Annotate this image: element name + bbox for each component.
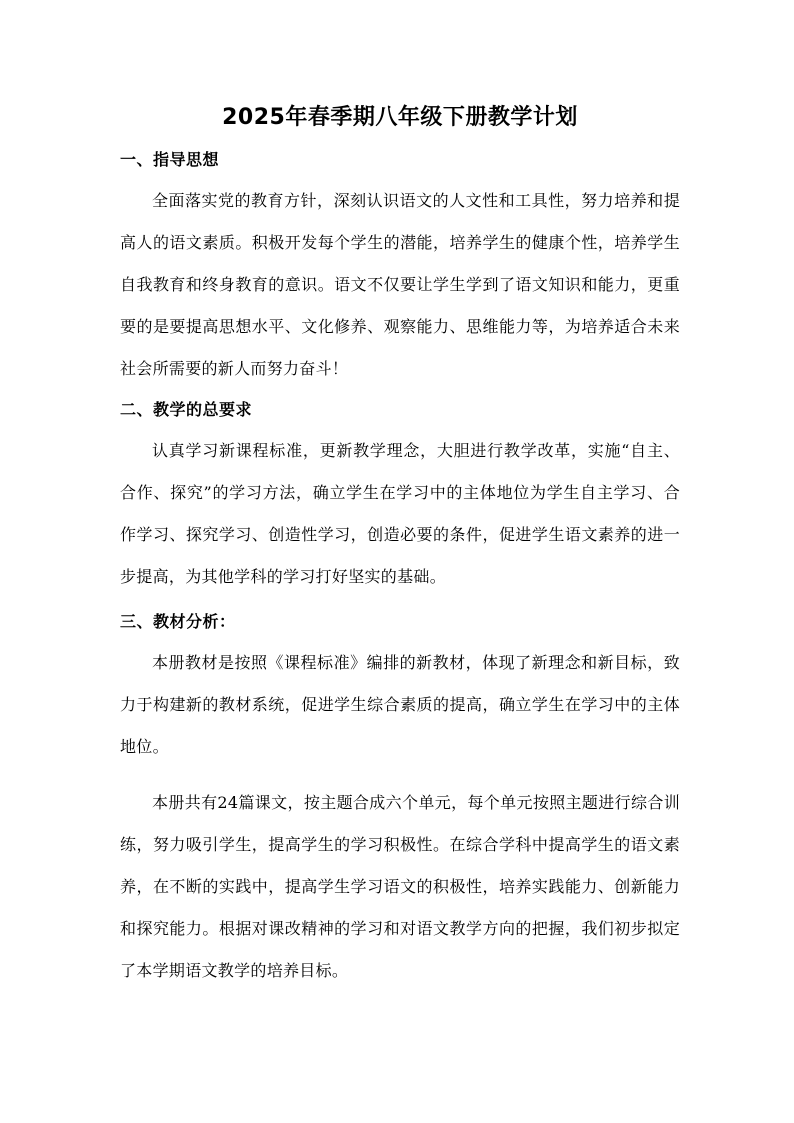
- section-paragraph: 本册教材是按照《课程标准》编排的新教材，体现了新理念和新目标，致力于构建新的教材系统，促进学生综合素质的提高，确立学生在学习中的主体地位。: [120, 653, 680, 756]
- section-heading-general-requirements: 二、教学的总要求: [120, 400, 253, 419]
- section-heading-guiding-ideology: 一、指导思想: [120, 150, 220, 169]
- section-paragraph: 全面落实党的教育方针，深刻认识语文的人文性和工具性，努力培养和提高人的语文素质。积极开发每个学生的潜能，培养学生的健康个性，培养学生自我教育和终身教育的意识。语文不仅要让学生学到了语文知识和能力，更重要的是要提高思想水平、文化修养、观察能力、思维能力等，为培养适合未来社会所需要的新人而努力奋斗！: [120, 191, 680, 378]
- section-paragraph: 本册共有24篇课文，按主题合成六个单元，每个单元按照主题进行综合训练，努力吸引学生，提高学生的学习积极性。在综合学科中提高学生的语文素养，在不断的实践中，提高学生学习语文的积极性，培养实践能力、创新能力和探究能力。根据对课改精神的学习和对语文教学方向的把握，我们初步拟定了本学期语文教学的培养目标。: [120, 793, 680, 980]
- section-heading-textbook-analysis: 三、教材分析：: [120, 612, 236, 631]
- document-body: [120, 102, 680, 992]
- section-paragraph: 认真学习新课程标准，更新教学理念，大胆进行教学改革，实施“自主、合作、探究”的学习方法，确立学生在学习中的主体地位为学生自主学习、合作学习、探究学习、创造性学习，创造必要的条件，促进学生语文素养的进一步提高，为其他学科的学习打好坚实的基础。: [120, 441, 680, 586]
- document-title: 2025年春季期八年级下册教学计划: [222, 105, 578, 130]
